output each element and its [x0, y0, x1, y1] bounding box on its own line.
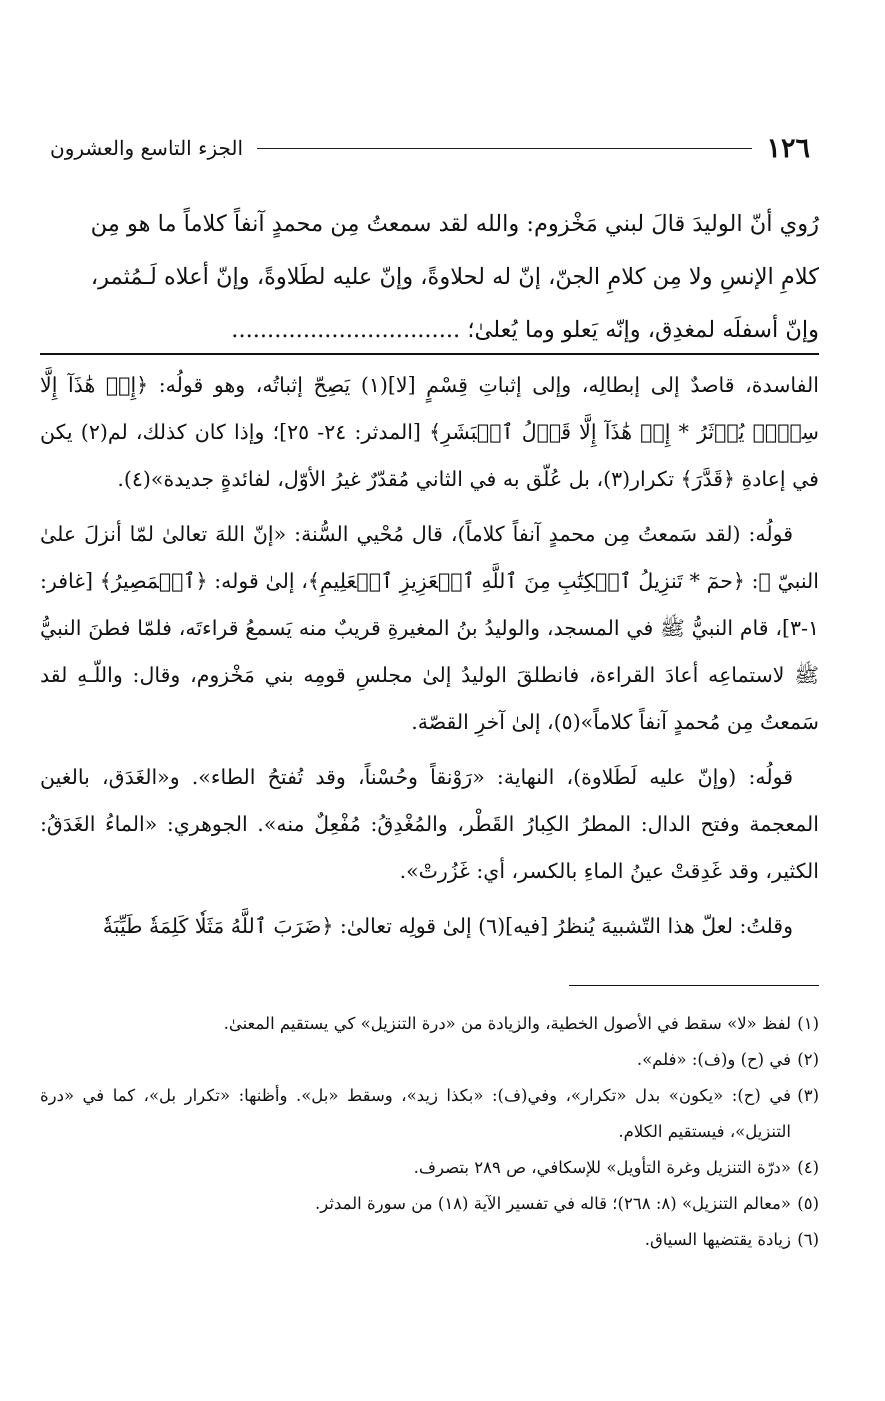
- footnote-text: «درّة التنزيل وغرة التأويل» للإسكافي، ص ٢٨٩ بتصرف.: [413, 1158, 791, 1177]
- footnote: [40, 1222, 819, 1258]
- running-head: [50, 128, 810, 168]
- footnote-number: (٥): [797, 1194, 819, 1213]
- commentary-paragraph: الفاسدة، قاصدٌ إلى إبطالِه، وإلى إثباتِ قِسْمٍ [لا](١) يَصِحّ إثباتُه، وهو قولُه: ﴿إِنۡ هَٰذَآ إِلَّا سِحۡرٞ يُؤۡثَرُ * إِنۡ هَٰذَآ إِلَّا قَوۡلُ ٱلۡبَشَرِ﴾ [المدثر: ٢٤- ٢٥]؛ وإذا كان كذلك، لم(٢) يكن في إعادةِ ﴿قَدَّرَ﴾ تكرار(٣)، بل عُلّق به في الثاني مُقدّرٌ غيرُ الأوّل، لفائدةٍ جديدة»(٤).: [40, 373, 819, 491]
- footnote-text: «معالم التنزيل» (٨: ٢٦٨)؛ قاله في تفسير الآية (١٨) من سورة المدثر.: [315, 1194, 791, 1213]
- main-text-line: كلامِ الإنسِ ولا مِن كلامِ الجنّ، إنّ له لحلاوةً، وإنّ عليه لطَلاوةً، وإنّ أعلاه لَـمُثمر،: [90, 264, 819, 290]
- footnote-text: في (ح) و(ف): «فلم».: [636, 1050, 791, 1069]
- footnote-text: في (ح): «يكون» بدل «تكرار»، وفي(ف): «بكذا زيد»، وسقط «بل». وأظنها: «تكرار بل»، كما في «درة التنزيل»، فيستقيم الكلام.: [40, 1086, 791, 1141]
- commentary-paragraph: قولُه: (وإنّ عليه لَطَلاوة)، النهاية: «رَوْنقاً وحُسْناً، وقد تُفتحُ الطاء». و«الغَدَق، بالغين المعجمة وفتح الدال: المطرُ الكِبارُ القَطْر، والمُغْدِقُ: مُفْعِلٌ منه». الجوهري: «الماءُ الغَدَقُ: الكثير، وقد غَدِقتْ عينُ الماءِ بالكسر، أي: غَزُرتْ».: [40, 765, 819, 883]
- main-text-divider: [40, 353, 819, 355]
- commentary-block: [40, 362, 819, 958]
- header-rule: [257, 148, 752, 149]
- commentary-paragraph: وقلتُ: لعلّ هذا التّشبيهَ يُنظرُ [فيه](٦) إلىٰ قولِه تعالىٰ: ﴿ضَرَبَ ٱللَّهُ مَثَلٗا كَلِمَةٗ طَيِّبَةٗ: [102, 914, 793, 938]
- footnote-number: (٣): [797, 1086, 819, 1105]
- footnote-divider: [569, 985, 819, 986]
- footnote-number: (٢): [797, 1050, 819, 1069]
- footnote: [40, 1186, 819, 1222]
- footnotes: [40, 1006, 819, 1258]
- footnote: [40, 1078, 819, 1150]
- footnote-text: زيادة يقتضيها السياق.: [644, 1230, 791, 1249]
- footnote-number: (٦): [797, 1230, 819, 1249]
- page-number: ١٢٦: [766, 132, 810, 164]
- footnote: [40, 1006, 819, 1042]
- footnote: [40, 1042, 819, 1078]
- footnote-number: (٤): [797, 1158, 819, 1177]
- part-title: الجزء التاسع والعشرون: [50, 136, 244, 160]
- footnote: [40, 1150, 819, 1186]
- commentary-paragraph: قولُه: (لقد سَمعتُ مِن محمدٍ آنفاً كلاماً)، قال مُحْيي السُّنة: «إنّ اللهَ تعالىٰ لمّا أنزلَ علىٰ النبيّ ﷺ: ﴿حمٓ * تَنزِيلُ ٱلۡكِتَٰبِ مِنَ ٱللَّهِ ٱلۡعَزِيزِ ٱلۡعَلِيمِ﴾، إلىٰ قوله: ﴿ٱلۡمَصِيرُ﴾ [غافر: ١-٣]، قام النبيُّ ﷺ في المسجد، والوليدُ بنُ المغيرةِ قريبٌ منه يَسمعُ قراءتَه، فلمّا فطنَ النبيُّ ﷺ لاستماعِه أعادَ القراءة، فانطلقَ الوليدُ إلىٰ مجلسِ قومِه بني مَخْزوم، وقال: واللّـهِ لقد سَمعتُ مِن مُحمدٍ آنفاً كلاماً»(٥)، إلىٰ آخرِ القصّة.: [40, 522, 819, 734]
- main-text-block: [40, 198, 819, 357]
- footnote-number: (١): [797, 1014, 819, 1033]
- main-text-line: وإنّ أسفلَه لمغدِق، وإنّه يَعلو وما يُعلىٰ؛ ................................: [231, 317, 819, 343]
- footnote-text: لفظ «لا» سقط في الأصول الخطية، والزيادة من «درة التنزيل» كي يستقيم المعنىٰ.: [223, 1014, 791, 1033]
- main-text-line: رُوي أنّ الوليدَ قالَ لبني مَخْزوم: والله لقد سمعتُ مِن محمدٍ آنفاً كلاماً ما هو مِن: [90, 211, 819, 237]
